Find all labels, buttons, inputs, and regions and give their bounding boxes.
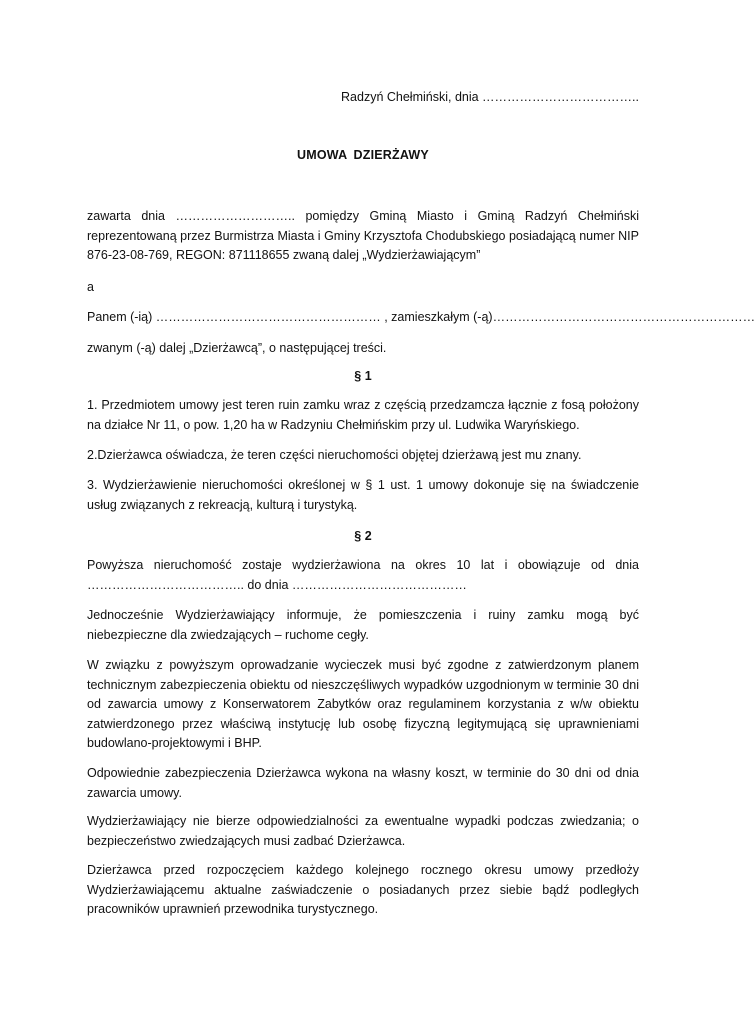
place-and-date: Radzyń Chełmiński, dnia ………………………………..: [341, 90, 639, 104]
section-1-point-2: 2.Dzierżawca oświadcza, że teren części nieruchomości objętej dzierżawą jest mu znany.: [87, 448, 582, 462]
section-1-point-3: 3. Wydzierżawienie nieruchomości określonej w § 1 ust. 1 umowy dokonuje się na świadczenie usług związanych z rekreacją, kulturą i turystyką.: [87, 478, 639, 512]
section-1-point-1: 1. Przedmiotem umowy jest teren ruin zamku wraz z częścią przedzamcza łącznie z fosą położony na działce Nr 11, o pow. 1,20 ha w Radzyniu Chełmińskim przy ul. Ludwika Waryńskiego.: [87, 398, 639, 432]
section-2-heading: § 2: [354, 529, 372, 543]
tenant-line: Panem (-ią) ……………………………………………… , zamieszkałym (-ą)………………………………………………………: [87, 310, 755, 324]
intro-parties-paragraph: zawarta dnia ……………………….. pomiędzy Gminą Miasto i Gminą Radzyń Chełmiński reprezentowaną przez Burmistrza Miasta i Gminy Krzysztofa Chodubskiego posiadającą numer NIP 876-23-08-769, REGON: 871118655 zwaną dalej „Wydzierżawiającym”: [87, 209, 639, 262]
section-2-paragraph-liability: Wydzierżawiający nie bierze odpowiedzialności za ewentualne wypadki podczas zwiedzania; o bezpieczeństwo zwiedzających musi zadbać Dzierżawca.: [87, 814, 639, 848]
document-title: UMOWA DZIERŻAWY: [297, 148, 429, 162]
section-2-paragraph-term: Powyższa nieruchomość zostaje wydzierżawiona na okres 10 lat i obowiązuje od dnia ……………………………….. do dnia ……………………………………: [87, 558, 639, 592]
section-2-paragraph-security-cost: Odpowiednie zabezpieczenia Dzierżawca wykona na własny koszt, w terminie do 30 dni od dnia zawarcia umowy.: [87, 766, 639, 800]
document-page: [87, 0, 755, 1024]
section-2-paragraph-danger: Jednocześnie Wydzierżawiający informuje, że pomieszczenia i ruiny zamku mogą być niebezpieczne dla zwiedzających – ruchome cegły.: [87, 608, 639, 642]
tenant-named-line: zwanym (-ą) dalej „Dzierżawcą”, o następującej treści.: [87, 341, 387, 355]
section-2-paragraph-tours: W związku z powyższym oprowadzanie wycieczek musi być zgodne z zatwierdzonym planem technicznym zabezpieczenia obiektu od nieszczęśliwych wypadków uzgodnionym w terminie 30 dni od zawarcia umowy z Konserwatorem Zabytków oraz regulaminem korzystania z w/w obiektu zatwierdzonego przez właściwą instytucję lub osobę fizyczną legitymującą się uprawnieniami budowlano-projektowymi i BHP.: [87, 658, 639, 750]
intro-conjunction: a: [87, 280, 94, 294]
section-2-paragraph-guide-certificate: Dzierżawca przed rozpoczęciem każdego kolejnego rocznego okresu umowy przedłoży Wydzierżawiającemu aktualne zaświadczenie o posiadanych przez siebie bądź podległych pracowników uprawnień przewodnika turystycznego.: [87, 863, 639, 916]
section-1-heading: § 1: [354, 369, 372, 383]
